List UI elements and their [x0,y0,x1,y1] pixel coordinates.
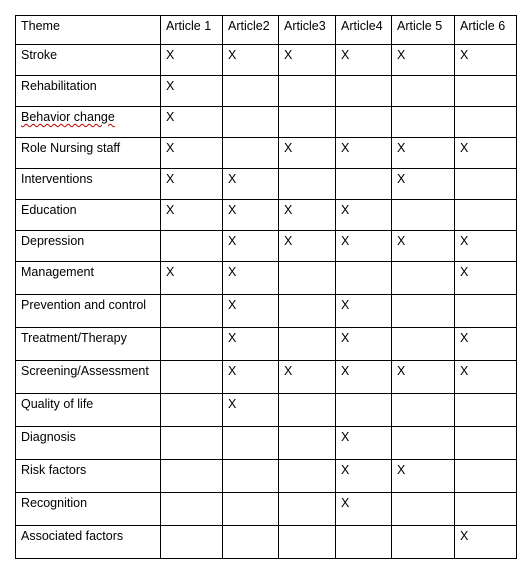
mark-cell-article-5: X [392,138,455,169]
mark-cell-article-5 [392,526,455,559]
header-article-5: Article 5 [392,16,455,45]
mark-cell-article-4 [336,107,392,138]
mark-cell-article-2: X [223,295,279,328]
mark-cell-article-6 [455,295,517,328]
table-row [16,231,517,262]
mark-cell-article-4 [336,262,392,295]
theme-label: Role Nursing staff [21,141,121,155]
mark-cell-article-3: X [279,200,336,231]
mark-cell-article-6: X [455,328,517,361]
mark-cell-article-1 [161,295,223,328]
mark-cell-article-3: X [279,231,336,262]
mark-cell-article-2: X [223,231,279,262]
table-row [16,76,517,107]
mark-cell-article-1: X [161,107,223,138]
theme-cell [16,460,161,493]
theme-label: Screening/Assessment [21,364,149,378]
table-row [16,328,517,361]
table-row [16,169,517,200]
mark-cell-article-1: X [161,200,223,231]
mark-cell-article-3 [279,328,336,361]
mark-cell-article-4 [336,394,392,427]
theme-label: Treatment/Therapy [21,331,127,345]
theme-label: Management [21,265,94,279]
mark-cell-article-2: X [223,394,279,427]
mark-cell-article-1 [161,427,223,460]
table-row [16,427,517,460]
mark-cell-article-3 [279,107,336,138]
theme-label: Risk factors [21,463,87,477]
mark-cell-article-6 [455,200,517,231]
mark-cell-article-2 [223,107,279,138]
mark-cell-article-4 [336,169,392,200]
header-article-4: Article4 [336,16,392,45]
mark-cell-article-4: X [336,328,392,361]
header-article-1: Article 1 [161,16,223,45]
mark-cell-article-4: X [336,460,392,493]
mark-cell-article-1 [161,493,223,526]
table-row [16,361,517,394]
mark-cell-article-5: X [392,361,455,394]
mark-cell-article-6: X [455,262,517,295]
mark-cell-article-6: X [455,138,517,169]
mark-cell-article-6 [455,493,517,526]
theme-cell [16,394,161,427]
mark-cell-article-2: X [223,361,279,394]
mark-cell-article-3 [279,526,336,559]
table-row [16,262,517,295]
theme-cell [16,361,161,394]
theme-label: Stroke [21,48,58,62]
mark-cell-article-5 [392,427,455,460]
theme-cell [16,200,161,231]
mark-cell-article-4: X [336,295,392,328]
mark-cell-article-3 [279,262,336,295]
header-row [16,16,517,45]
mark-cell-article-5 [392,107,455,138]
mark-cell-article-4 [336,76,392,107]
mark-cell-article-2 [223,76,279,107]
theme-label: Depression [21,234,85,248]
theme-cell [16,295,161,328]
mark-cell-article-4: X [336,493,392,526]
mark-cell-article-1: X [161,45,223,76]
theme-cell [16,262,161,295]
theme-label: Behavior change [21,110,115,124]
theme-cell [16,76,161,107]
mark-cell-article-3 [279,394,336,427]
mark-cell-article-2 [223,493,279,526]
mark-cell-article-6 [455,169,517,200]
mark-cell-article-3 [279,493,336,526]
mark-cell-article-3: X [279,138,336,169]
theme-cell [16,45,161,76]
mark-cell-article-5 [392,200,455,231]
mark-cell-article-1: X [161,138,223,169]
theme-cell [16,107,161,138]
mark-cell-article-2 [223,526,279,559]
theme-label: Interventions [21,172,93,186]
mark-cell-article-3 [279,460,336,493]
mark-cell-article-1: X [161,169,223,200]
mark-cell-article-6: X [455,45,517,76]
mark-cell-article-6 [455,76,517,107]
table-row [16,45,517,76]
mark-cell-article-3: X [279,45,336,76]
mark-cell-article-6 [455,107,517,138]
mark-cell-article-4: X [336,45,392,76]
mark-cell-article-1 [161,328,223,361]
mark-cell-article-2: X [223,328,279,361]
mark-cell-article-3 [279,169,336,200]
theme-cell [16,231,161,262]
mark-cell-article-4: X [336,361,392,394]
header-theme: Theme [16,16,161,45]
header-article-6: Article 6 [455,16,517,45]
mark-cell-article-1 [161,460,223,493]
theme-label: Diagnosis [21,430,76,444]
mark-cell-article-1: X [161,76,223,107]
mark-cell-article-1 [161,526,223,559]
mark-cell-article-1 [161,394,223,427]
mark-cell-article-2 [223,427,279,460]
table-body [16,16,517,559]
theme-label: Recognition [21,496,88,510]
mark-cell-article-5 [392,295,455,328]
mark-cell-article-5 [392,262,455,295]
mark-cell-article-6 [455,460,517,493]
table-row [16,295,517,328]
mark-cell-article-6: X [455,361,517,394]
mark-cell-article-4: X [336,427,392,460]
mark-cell-article-1 [161,361,223,394]
header-article-2: Article2 [223,16,279,45]
mark-cell-article-1: X [161,262,223,295]
theme-cell [16,328,161,361]
mark-cell-article-5: X [392,460,455,493]
mark-cell-article-6 [455,427,517,460]
mark-cell-article-2 [223,460,279,493]
mark-cell-article-2 [223,138,279,169]
theme-label: Quality of life [21,397,94,411]
mark-cell-article-4 [336,526,392,559]
theme-label: Associated factors [21,529,124,543]
mark-cell-article-5: X [392,169,455,200]
table-row [16,107,517,138]
table-row [16,394,517,427]
header-article-3: Article3 [279,16,336,45]
mark-cell-article-3 [279,295,336,328]
table-row [16,526,517,559]
mark-cell-article-5 [392,394,455,427]
mark-cell-article-4: X [336,200,392,231]
theme-label: Education [21,203,77,217]
mark-cell-article-3 [279,76,336,107]
theme-cell [16,493,161,526]
theme-label: Rehabilitation [21,79,97,93]
theme-cell [16,427,161,460]
mark-cell-article-4: X [336,138,392,169]
mark-cell-article-5 [392,493,455,526]
mark-cell-article-5 [392,76,455,107]
themes-table [15,15,517,559]
mark-cell-article-6 [455,394,517,427]
mark-cell-article-6: X [455,231,517,262]
theme-cell [16,138,161,169]
table-row [16,138,517,169]
mark-cell-article-6: X [455,526,517,559]
table-row [16,200,517,231]
table-row [16,460,517,493]
mark-cell-article-5: X [392,231,455,262]
mark-cell-article-1 [161,231,223,262]
mark-cell-article-5: X [392,45,455,76]
mark-cell-article-2: X [223,200,279,231]
theme-cell [16,526,161,559]
theme-cell [16,169,161,200]
mark-cell-article-2: X [223,169,279,200]
mark-cell-article-4: X [336,231,392,262]
mark-cell-article-5 [392,328,455,361]
mark-cell-article-3: X [279,361,336,394]
theme-label: Prevention and control [21,298,147,312]
mark-cell-article-2: X [223,262,279,295]
mark-cell-article-2: X [223,45,279,76]
table-row [16,493,517,526]
mark-cell-article-3 [279,427,336,460]
